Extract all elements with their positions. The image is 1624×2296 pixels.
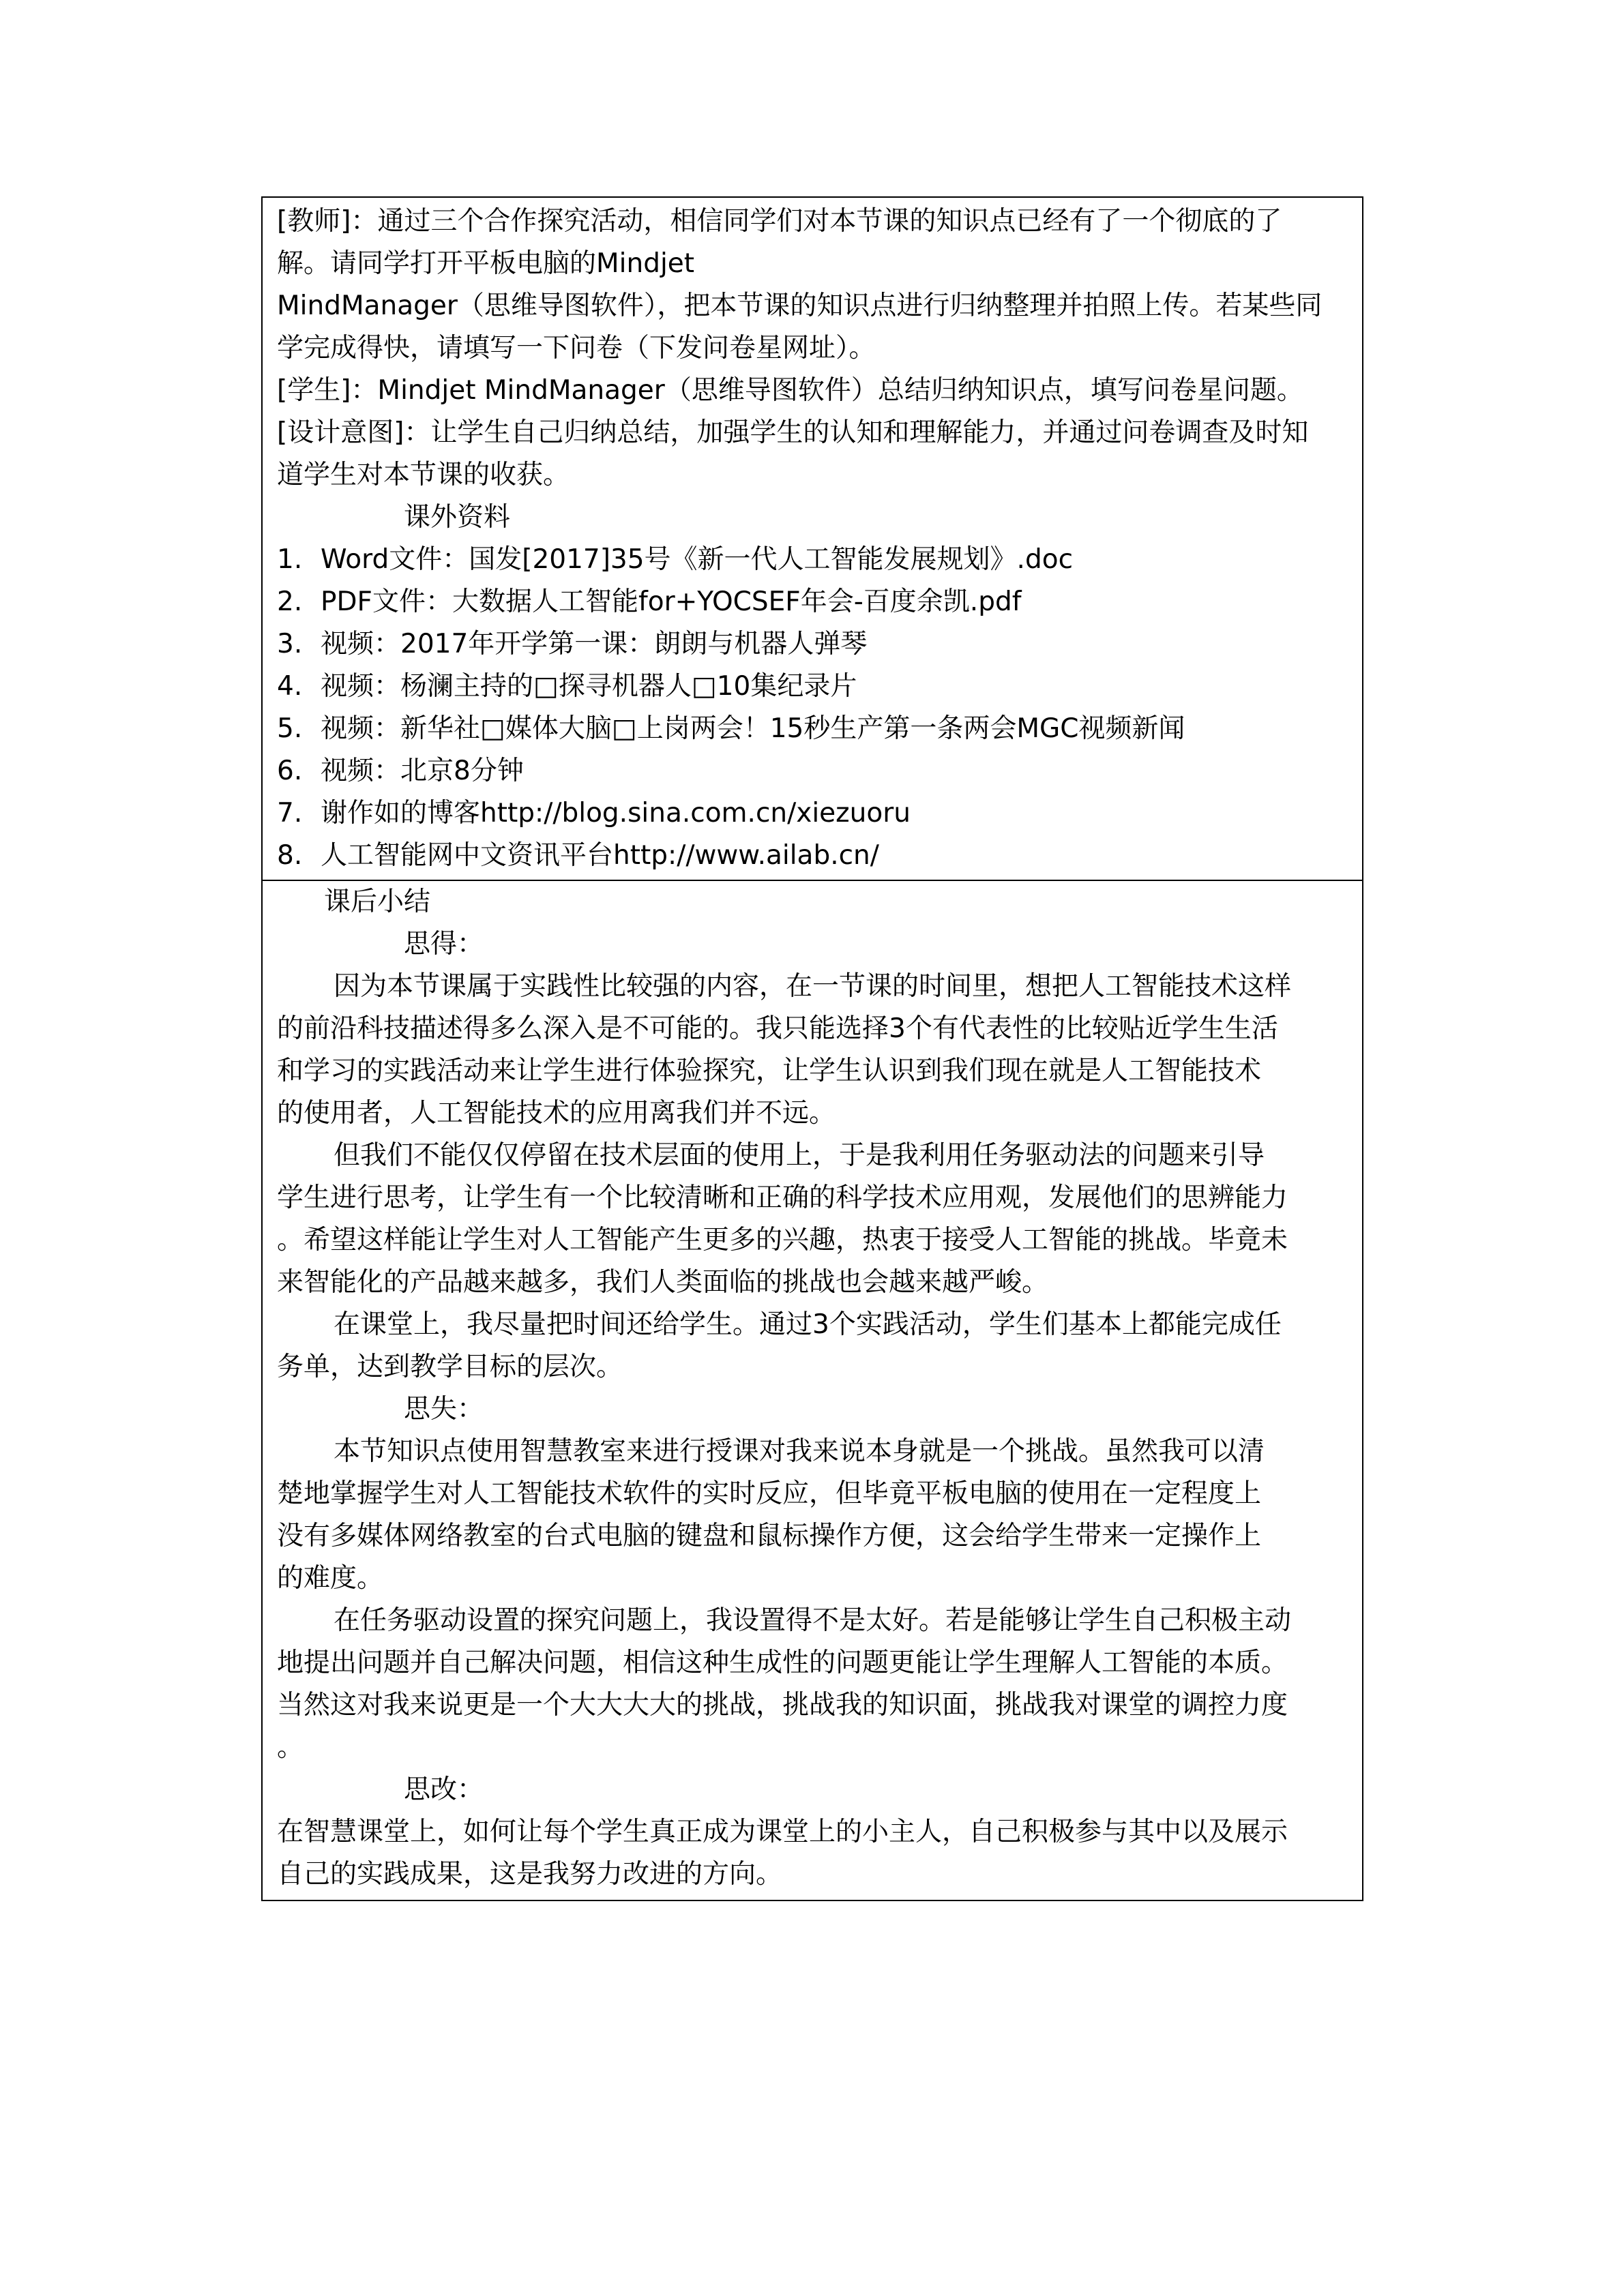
resource-number: 7. xyxy=(277,798,303,829)
teacher-text-line: 解。请同学打开平板电脑的Mindjet xyxy=(277,248,695,279)
teacher-text-line: 学完成得快，请填写一下问卷（下发问卷星网址）。 xyxy=(277,333,876,363)
resource-number: 3. xyxy=(277,629,303,659)
resource-item: 视频：2017年开学第一课：朗朗与机器人弹琴 xyxy=(321,629,868,659)
gain-paragraph-line: 。希望这样能让学生对人工智能产生更多的兴趣，热衷于接受人工智能的挑战。毕竟未 xyxy=(277,1225,1288,1255)
teacher-text-line: MindManager（思维导图软件），把本节课的知识点进行归纳整理并拍照上传。若某些同 xyxy=(277,290,1323,321)
teacher-text-line: [教师]：通过三个合作探究活动，相信同学们对本节课的知识点已经有了一个彻底的了 xyxy=(277,206,1282,237)
resources-heading: 课外资料 xyxy=(404,502,511,533)
gain-paragraph-line: 的前沿科技描述得多么深入是不可能的。我只能选择3个有代表性的比较贴近学生生活 xyxy=(277,1013,1278,1044)
resource-number: 8. xyxy=(277,840,303,871)
loss-paragraph-line: 本节知识点使用智慧教室来进行授课对我来说本身就是一个挑战。虽然我可以清 xyxy=(334,1436,1265,1467)
resource-item: 视频：杨澜主持的□探寻机器人□10集纪录片 xyxy=(321,671,857,702)
resource-item: 视频：北京8分钟 xyxy=(321,756,524,786)
loss-paragraph-line: 在任务驱动设置的探究问题上，我设置得不是太好。若是能够让学生自己积极主动 xyxy=(334,1605,1292,1636)
gain-paragraph-line: 来智能化的产品越来越多，我们人类面临的挑战也会越来越严峻。 xyxy=(277,1267,1049,1298)
loss-paragraph-line: 地提出问题并自己解决问题，相信这种生成性的问题更能让学生理解人工智能的本质。 xyxy=(277,1648,1288,1678)
gain-paragraph-line: 和学习的实践活动来让学生进行体验探究，让学生认识到我们现在就是人工智能技术 xyxy=(277,1056,1262,1086)
activity-cell xyxy=(263,198,1362,881)
summary-cell xyxy=(263,881,1362,1900)
resource-number: 1. xyxy=(277,544,303,575)
change-paragraph-line: 自己的实践成果，这是我努力改进的方向。 xyxy=(277,1859,783,1890)
loss-paragraph-line: 楚地掌握学生对人工智能技术软件的实时反应，但毕竟平板电脑的使用在一定程度上 xyxy=(277,1478,1262,1509)
resource-number: 5. xyxy=(277,713,303,744)
resource-item: 视频：新华社□媒体大脑□上岗两会！15秒生产第一条两会MGC视频新闻 xyxy=(321,713,1185,744)
resource-item: 人工智能网中文资讯平台http://www.ailab.cn/ xyxy=(321,840,879,871)
gain-paragraph-line: 因为本节课属于实践性比较强的内容，在一节课的时间里，想把人工智能技术这样 xyxy=(334,971,1292,1002)
resource-item: PDF文件：大数据人工智能for+YOCSEF年会-百度余凯.pdf xyxy=(321,586,1022,617)
loss-paragraph-line: 没有多媒体网络教室的台式电脑的键盘和鼠标操作方便，这会给学生带来一定操作上 xyxy=(277,1521,1262,1551)
change-heading: 思改： xyxy=(404,1774,484,1805)
lesson-table xyxy=(261,196,1363,1901)
resource-item: 谢作如的博客http://blog.sina.com.cn/xiezuoru xyxy=(321,798,911,829)
resource-number: 4. xyxy=(277,671,303,702)
resource-number: 6. xyxy=(277,756,303,786)
loss-paragraph-line: 。 xyxy=(277,1732,304,1763)
gain-paragraph-line: 务单，达到教学目标的层次。 xyxy=(277,1352,623,1382)
resource-number: 2. xyxy=(277,586,303,617)
gain-paragraph-line: 的使用者，人工智能技术的应用离我们并不远。 xyxy=(277,1098,836,1129)
loss-heading: 思失： xyxy=(404,1394,484,1425)
gain-paragraph-line: 在课堂上，我尽量把时间还给学生。通过3个实践活动，学生们基本上都能完成任 xyxy=(334,1309,1282,1340)
gain-paragraph-line: 但我们不能仅仅停留在技术层面的使用上，于是我利用任务驱动法的问题来引导 xyxy=(334,1140,1265,1171)
loss-paragraph-line: 当然这对我来说更是一个大大大大的挑战，挑战我的知识面，挑战我对课堂的调控力度 xyxy=(277,1690,1288,1720)
gain-paragraph-line: 学生进行思考，让学生有一个比较清晰和正确的科学技术应用观，发展他们的思辨能力 xyxy=(277,1182,1288,1213)
student-text-line: [学生]：Mindjet MindManager（思维导图软件）总结归纳知识点，填写问卷星问题。 xyxy=(277,375,1303,406)
resource-item: Word文件：国发[2017]35号《新一代人工智能发展规划》.doc xyxy=(321,544,1074,575)
gain-heading: 思得： xyxy=(404,929,484,959)
change-paragraph-line: 在智慧课堂上，如何让每个学生真正成为课堂上的小主人，自己积极参与其中以及展示 xyxy=(277,1817,1288,1847)
summary-heading: 课后小结 xyxy=(324,886,431,917)
loss-paragraph-line: 的难度。 xyxy=(277,1563,384,1594)
design-intent-line: [设计意图]：让学生自己归纳总结，加强学生的认知和理解能力，并通过问卷调查及时知 xyxy=(277,417,1309,448)
design-intent-line: 道学生对本节课的收获。 xyxy=(277,460,570,490)
